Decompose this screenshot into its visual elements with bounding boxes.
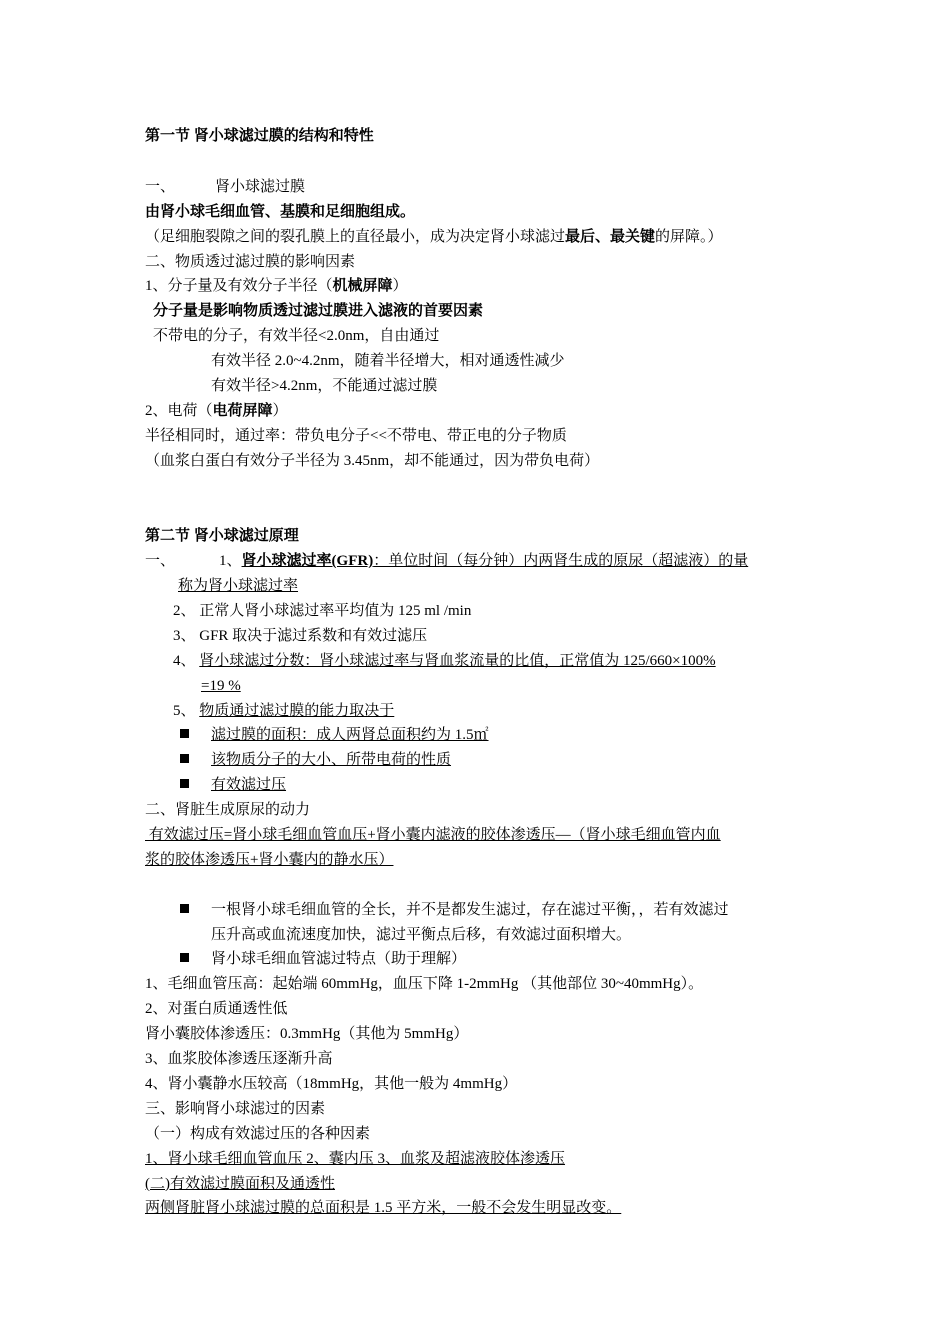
section-2-heading-2: 二、肾脏生成原尿的动力 <box>145 802 311 818</box>
feature-1: 1、毛细血管压高：起始端 60mmHg，血压下降 1-2mmHg （其他部位 30~40mmHg）。 <box>145 976 704 992</box>
item-number: 5、 <box>173 703 196 719</box>
gfr-definition-text: ：单位时间（每分钟）内两肾生成的原尿（超滤液）的量 <box>373 553 749 569</box>
note-text-end: 的屏障。） <box>655 229 723 245</box>
effective-filtration-pressure-2: 浆的胶体渗透压+肾小囊内的静水压） <box>145 852 394 868</box>
section-1-heading-2: 二、物质透过滤过膜的影响因素 <box>145 254 356 270</box>
gfr-item-3: 3、 GFR 取决于滤过系数和有效过滤压 <box>173 628 428 644</box>
subheading-2-text: 两侧肾脏肾小球滤过膜的总面积是 1.5 平方米，一般不会发生明显改变。 <box>145 1200 622 1216</box>
square-bullet-icon <box>180 729 189 738</box>
membrane-composition: 由肾小球毛细血管、基膜和足细胞组成。 <box>145 204 416 220</box>
bullet-item <box>180 750 451 770</box>
bullet-text: 滤过膜的面积：成人两肾总面积约为 1.5㎡ <box>211 727 489 743</box>
gfr-definition-cont: 称为肾小球滤过率 <box>178 578 299 594</box>
item-number: 1、 <box>219 553 242 569</box>
factor-1-key-point: 分子量是影响物质透过滤过膜进入滤液的首要因素 <box>153 303 484 319</box>
factor-2-line-1: 半径相同时，通过率：带负电分子<<不带电、带正电的分子物质 <box>145 428 567 444</box>
factor-1-line-3: 有效半径>4.2nm，不能通过滤过膜 <box>211 378 438 394</box>
membrane-note <box>145 227 723 247</box>
factor-1-close: ） <box>392 278 408 294</box>
feature-4: 4、肾小囊静水压较高（18mmHg，其他一般为 4mmHg） <box>145 1076 518 1092</box>
feature-2: 2、对蛋白质通透性低 <box>145 1001 288 1017</box>
heading-number: 一、 <box>145 179 176 195</box>
bullet-item <box>180 900 729 920</box>
effective-filtration-pressure-1: 有效滤过压=肾小球毛细血管血压+肾小囊内滤液的胶体渗透压—（肾小球毛细血管内血 <box>145 827 721 843</box>
bullet-text: 该物质分子的大小、所带电荷的性质 <box>211 752 452 768</box>
factor-1-label: 1、分子量及有效分子半径（ <box>145 278 333 294</box>
factor-1-line-1: 不带电的分子，有效半径<2.0nm，自由通过 <box>153 328 440 344</box>
factor-1-emphasis: 机械屏障 <box>332 278 393 294</box>
section-2-title: 第二节 肾小球滤过原理 <box>145 528 299 544</box>
bullet-item <box>180 949 466 969</box>
gfr-item-2: 2、 正常人肾小球滤过率平均值为 125 ml /min <box>173 603 472 619</box>
square-bullet-icon <box>180 904 189 913</box>
section-2-heading-3: 三、影响肾小球滤过的因素 <box>145 1101 326 1117</box>
square-bullet-icon <box>180 779 189 788</box>
factor-1-line-2: 有效半径 2.0~4.2nm，随着半径增大，相对通透性减少 <box>211 353 565 369</box>
section-1-heading-1 <box>145 177 305 197</box>
bullet-text-cont: 压升高或血流速度加快，滤过平衡点后移，有效滤过面积增大。 <box>211 927 632 943</box>
subheading-1-text: 1、肾小球毛细血管血压 2、囊内压 3、血浆及超滤液胶体渗透压 <box>145 1151 566 1167</box>
factor-1-heading <box>145 276 408 296</box>
factor-2-label: 2、电荷（ <box>145 403 213 419</box>
heading-number: 一、 <box>145 553 176 569</box>
note-emphasis: 最后、最关键 <box>565 229 656 245</box>
filtration-fraction: 肾小球滤过分数：肾小球滤过率与肾血浆流量的比值，正常值为 125/660×100% <box>199 653 716 669</box>
subheading-2: (二)有效滤过膜面积及通透性 <box>145 1176 335 1192</box>
gfr-definition <box>145 551 748 571</box>
bullet-text: 一根肾小球毛细血管的全长，并不是都发生滤过，存在滤过平衡，，若有效滤过 <box>211 902 729 918</box>
feature-3: 3、血浆胶体渗透压逐渐升高 <box>145 1051 333 1067</box>
square-bullet-icon <box>180 953 189 962</box>
gfr-item-5 <box>173 701 394 721</box>
note-text: （足细胞裂隙之间的裂孔膜上的直径最小，成为决定肾小球滤过 <box>145 229 566 245</box>
subheading-1: （一）构成有效滤过压的各种因素 <box>145 1126 371 1142</box>
section-1-title: 第一节 肾小球滤过膜的结构和特性 <box>145 128 374 144</box>
bullet-item <box>180 775 286 795</box>
item-number: 4、 <box>173 653 196 669</box>
feature-2-detail: 肾小囊胶体渗透压：0.3mmHg（其他为 5mmHg） <box>145 1026 469 1042</box>
factor-2-close: ） <box>272 403 288 419</box>
factor-2-emphasis: 电荷屏障 <box>212 403 273 419</box>
gfr-item-4 <box>173 651 716 671</box>
bullet-text: 肾小球毛细血管滤过特点（助于理解） <box>211 951 467 967</box>
bullet-text: 有效滤过压 <box>211 777 287 793</box>
gfr-term: 肾小球滤过率(GFR) <box>241 553 374 569</box>
heading-text: 肾小球滤过膜 <box>215 179 306 195</box>
item-5-text: 物质通过滤过膜的能力取决于 <box>199 703 395 719</box>
square-bullet-icon <box>180 754 189 763</box>
factor-2-line-2: （血浆白蛋白有效分子半径为 3.45nm，却不能通过，因为带负电荷） <box>145 453 600 469</box>
bullet-item <box>180 725 489 745</box>
gfr-item-4-cont: =19 % <box>201 678 241 694</box>
factor-2-heading <box>145 401 288 421</box>
